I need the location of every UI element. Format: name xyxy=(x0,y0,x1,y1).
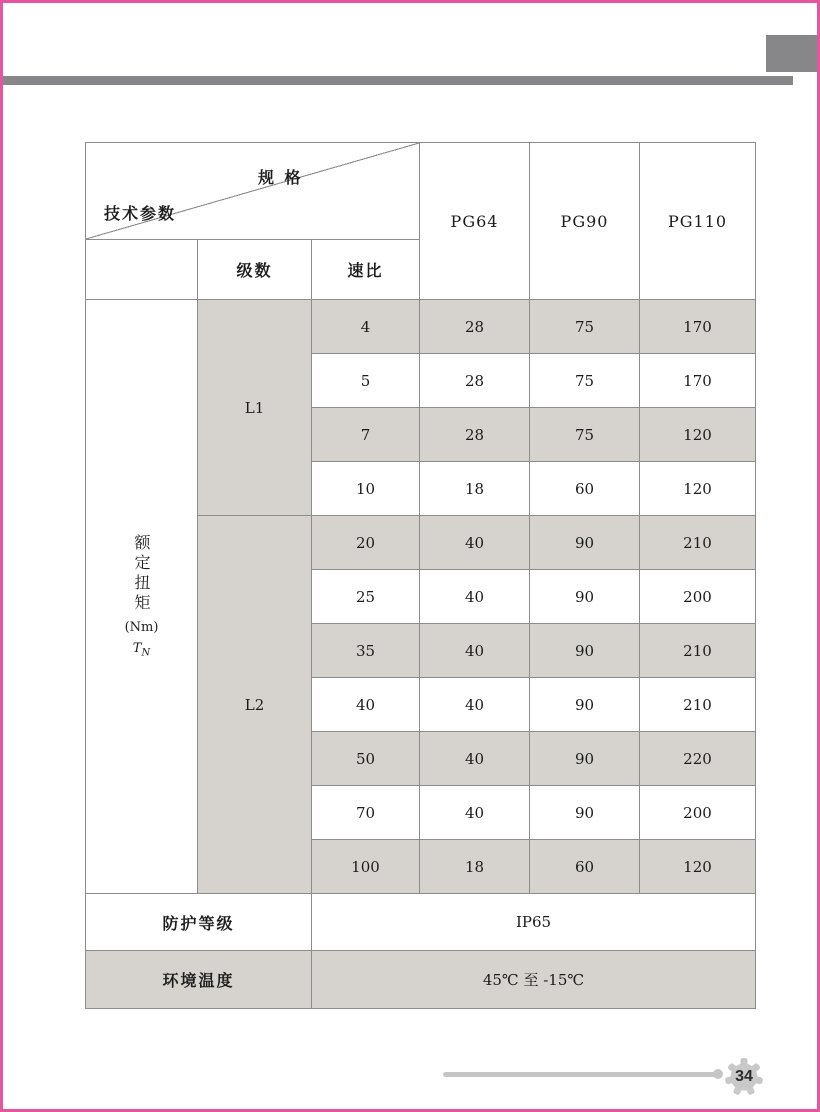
value-cell: 120 xyxy=(640,462,755,516)
ratio-cell: 25 xyxy=(312,570,420,624)
value-cell: 90 xyxy=(530,786,640,840)
value-cell: 40 xyxy=(420,624,530,678)
torque-unit: (Nm) xyxy=(124,620,159,636)
value-cell: 90 xyxy=(530,624,640,678)
value-cell: 220 xyxy=(640,732,755,786)
value-cell: 40 xyxy=(420,732,530,786)
params-header-label: 技术参数 xyxy=(104,206,177,223)
value-cell: 90 xyxy=(530,570,640,624)
protection-value: IP65 xyxy=(312,894,755,951)
top-right-gray-block xyxy=(766,35,817,72)
value-cell: 170 xyxy=(640,300,755,354)
stage-l2-cell: L2 xyxy=(198,516,312,894)
value-cell: 18 xyxy=(420,462,530,516)
ratio-cell: 10 xyxy=(312,462,420,516)
col-header-pg64: PG64 xyxy=(420,143,530,300)
temperature-label: 环境温度 xyxy=(86,951,312,1008)
value-cell: 40 xyxy=(420,786,530,840)
ratio-cell: 40 xyxy=(312,678,420,732)
value-cell: 90 xyxy=(530,678,640,732)
value-cell: 18 xyxy=(420,840,530,894)
value-cell: 90 xyxy=(530,516,640,570)
value-cell: 210 xyxy=(640,516,755,570)
stage-l1-cell: L1 xyxy=(198,300,312,516)
ratio-cell: 50 xyxy=(312,732,420,786)
ratio-header: 速比 xyxy=(312,240,420,300)
value-cell: 75 xyxy=(530,354,640,408)
footer-rule xyxy=(443,1072,719,1077)
page-number-badge xyxy=(724,1057,764,1097)
col-header-pg90: PG90 xyxy=(530,143,640,300)
torque-title: 额定扭矩 xyxy=(132,534,151,615)
value-cell: 170 xyxy=(640,354,755,408)
protection-label: 防护等级 xyxy=(86,894,312,951)
ratio-cell: 70 xyxy=(312,786,420,840)
value-cell: 28 xyxy=(420,300,530,354)
value-cell: 40 xyxy=(420,570,530,624)
spec-table xyxy=(85,142,756,1009)
value-cell: 28 xyxy=(420,354,530,408)
top-gray-bar xyxy=(3,76,793,85)
ratio-cell: 20 xyxy=(312,516,420,570)
value-cell: 40 xyxy=(420,516,530,570)
page-number: 34 xyxy=(735,1068,753,1085)
value-cell: 120 xyxy=(640,408,755,462)
value-cell: 90 xyxy=(530,732,640,786)
torque-label-cell xyxy=(86,300,198,894)
value-cell: 28 xyxy=(420,408,530,462)
value-cell: 40 xyxy=(420,678,530,732)
ratio-cell: 7 xyxy=(312,408,420,462)
value-cell: 200 xyxy=(640,786,755,840)
temperature-value: 45℃ 至 -15℃ xyxy=(312,951,755,1008)
torque-symbol: $T_N$ xyxy=(132,641,151,659)
value-cell: 60 xyxy=(530,462,640,516)
ratio-cell: 5 xyxy=(312,354,420,408)
empty-header-cell xyxy=(86,240,198,300)
value-cell: 210 xyxy=(640,678,755,732)
value-cell: 200 xyxy=(640,570,755,624)
value-cell: 120 xyxy=(640,840,755,894)
ratio-cell: 4 xyxy=(312,300,420,354)
ratio-cell: 100 xyxy=(312,840,420,894)
ratio-cell: 35 xyxy=(312,624,420,678)
value-cell: 75 xyxy=(530,408,640,462)
footer-dot xyxy=(713,1069,723,1079)
value-cell: 210 xyxy=(640,624,755,678)
stages-header: 级数 xyxy=(198,240,312,300)
spec-header-label: 规 格 xyxy=(258,170,304,187)
value-cell: 75 xyxy=(530,300,640,354)
corner-cell xyxy=(86,143,420,240)
value-cell: 60 xyxy=(530,840,640,894)
col-header-pg110: PG110 xyxy=(640,143,755,300)
